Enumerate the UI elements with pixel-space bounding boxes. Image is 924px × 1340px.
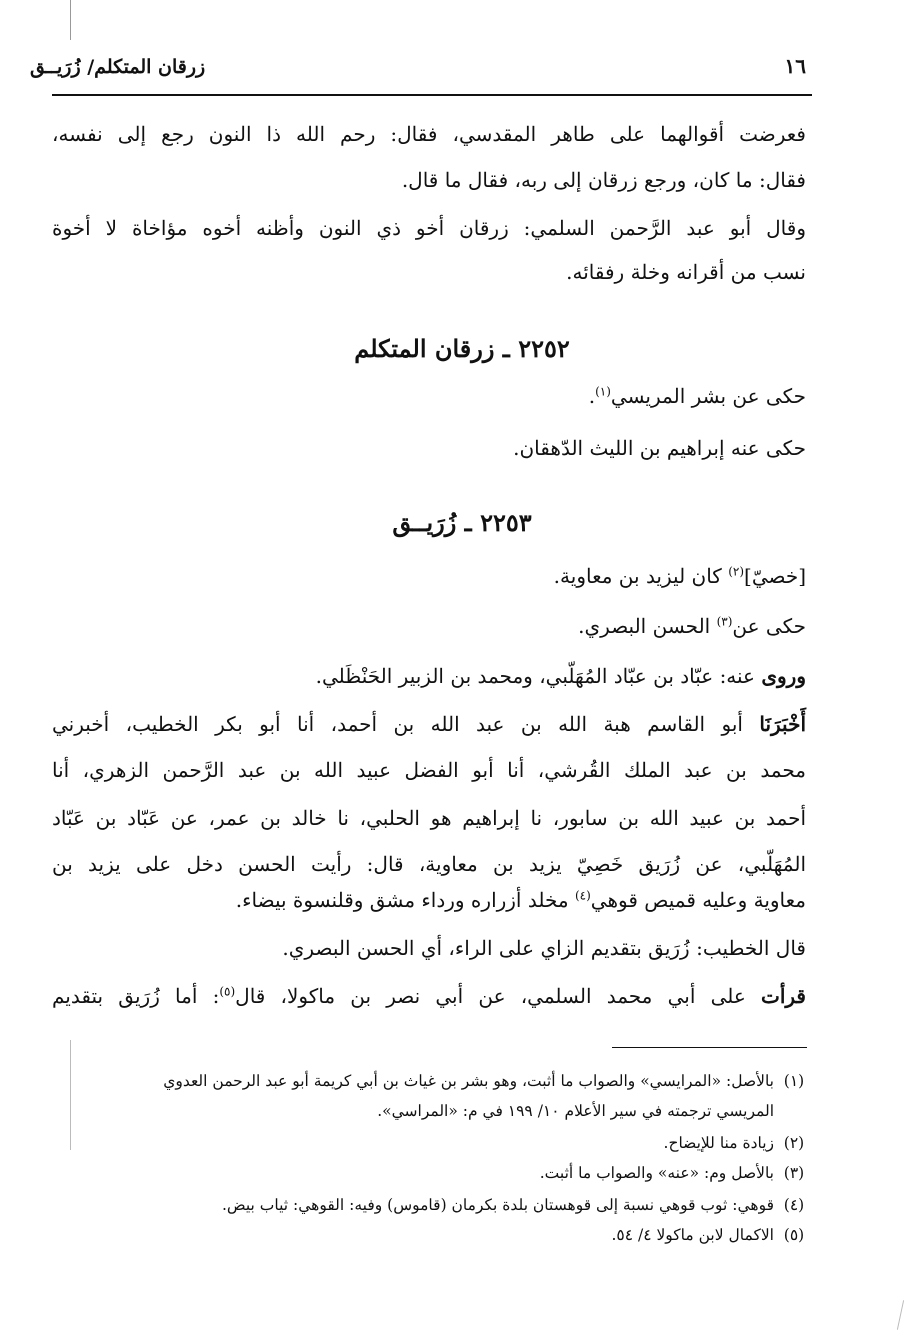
text-span: : أما زُرَيق بتقديم xyxy=(52,984,220,1008)
footnote-number: (٤) xyxy=(783,1196,805,1214)
scan-gutter-line xyxy=(70,0,71,40)
text-span: [خصيّ] xyxy=(744,564,806,588)
entry-heading-2253: ٢٢٥٣ ـ زُرَيــق xyxy=(392,508,532,537)
text-span: على أبي محمد السلمي، عن أبي نصر بن ماكولا، قال xyxy=(235,984,746,1008)
body-line xyxy=(554,564,806,588)
body-line xyxy=(589,384,806,408)
footnote-number: (٥) xyxy=(783,1226,805,1244)
text-span: . xyxy=(588,384,596,408)
text-span: حكى عن بشر المريسي xyxy=(610,384,806,408)
footnote-2 xyxy=(664,1134,814,1152)
body-line xyxy=(52,712,806,736)
footnote-ref[interactable]: (٥) xyxy=(219,984,236,999)
body-line xyxy=(236,888,806,912)
text-span: كان ليزيد بن معاوية. xyxy=(553,564,722,588)
footnote-5 xyxy=(611,1226,814,1244)
footnote-number: (١) xyxy=(783,1072,805,1090)
body-line: قال الخطيب: زُرَيق بتقديم الزاي على الراء، أي الحسن البصري. xyxy=(282,936,806,960)
body-line: فقال: ما كان، ورجع زرقان إلى ربه، فقال ما قال. xyxy=(401,168,806,192)
body-line: أحمد بن عبيد الله بن سابور، نا إبراهيم هو الحلبي، نا خالد بن عمر، عن عَبّاد بن عَبّاد xyxy=(52,806,806,830)
text-span: أبو القاسم هبة الله بن عبد الله بن أحمد، أنا أبو بكر الخطيب، أخبرني xyxy=(52,712,743,736)
text-span: عنه: عبّاد بن عبّاد المُهَلّبي، ومحمد بن الزبير الحَنْظَلي. xyxy=(315,664,755,688)
label-span: قرأت xyxy=(761,984,806,1008)
scan-gutter-line xyxy=(70,1040,71,1150)
footnote-1 xyxy=(52,1072,814,1090)
body-line: المُهَلّبي، عن زُرَيق خَصِيّ يزيد بن معاوية، قال: رأيت الحسن دخل على يزيد بن xyxy=(52,852,806,876)
footnote-text: بالأصل: «المرايسي» والصواب ما أثبت، وهو بشر بن غياث بن أبي كريمة أبو عبد الرحمن العدوي xyxy=(163,1072,774,1090)
footnote-ref[interactable]: (١) xyxy=(595,384,611,399)
page-number: ١٦ xyxy=(784,54,806,78)
footnote-4 xyxy=(222,1196,814,1214)
scan-edge-mark xyxy=(897,1300,904,1330)
text-span: حكى عن xyxy=(732,614,806,638)
footnote-number: (٢) xyxy=(783,1134,805,1152)
footnote-text: الاكمال لابن ماكولا ٤/ ٥٤. xyxy=(611,1226,774,1244)
header-rule xyxy=(52,94,812,96)
label-span: أَخْبَرَنَا xyxy=(759,712,807,736)
body-line xyxy=(316,664,806,688)
label-span: وروى xyxy=(761,664,806,688)
entry-heading-2252: ٢٢٥٢ ـ زرقان المتكلم xyxy=(354,334,570,363)
footnote-rule xyxy=(612,1047,807,1048)
text-span: مخلد أزراره ورداء مشق وقلنسوة بيضاء. xyxy=(235,888,569,912)
footnote-ref[interactable]: (٤) xyxy=(574,888,591,903)
body-line: وقال أبو عبد الرَّحمن السلمي: زرقان أخو ذي النون وأظنه أخوه مؤاخاة لا أخوة xyxy=(52,216,806,240)
footnote-ref[interactable]: (٢) xyxy=(728,564,745,579)
footnote-number: (٣) xyxy=(783,1164,805,1182)
footnote-text: قوهي: ثوب قوهي نسبة إلى قوهستان بلدة بكرمان (قاموس) وفيه: القوهي: ثياب بيض. xyxy=(221,1196,774,1214)
body-line: محمد بن عبد الملك القُرشي، أنا أبو الفضل عبيد الله بن عبد الرَّحمن الزهري، أنا xyxy=(52,758,806,782)
footnote-text: بالأصل وم: «عنه» والصواب ما أثبت. xyxy=(539,1164,774,1182)
text-span: الحسن البصري. xyxy=(578,614,711,638)
running-title: زرقان المتكلم/ زُرَيــق xyxy=(30,56,206,78)
text-span: معاوية وعليه قميص قوهي xyxy=(590,888,806,912)
footnote-ref[interactable]: (٣) xyxy=(716,614,733,629)
footnote-3 xyxy=(540,1164,814,1182)
footnote-text: زيادة منا للإيضاح. xyxy=(663,1134,774,1152)
body-line: حكى عنه إبراهيم بن الليث الدّهقان. xyxy=(513,436,806,460)
body-line xyxy=(52,984,806,1008)
body-line: نسب من أقرانه وخلة رفقائه. xyxy=(566,260,806,284)
footnote-1-continued: المريسي ترجمته في سير الأعلام ١٠/ ١٩٩ في م: «المراسي». xyxy=(377,1102,774,1120)
body-line xyxy=(578,614,806,638)
body-line: فعرضت أقوالهما على طاهر المقدسي، فقال: رحم الله ذا النون رجع إلى نفسه، xyxy=(52,122,806,146)
